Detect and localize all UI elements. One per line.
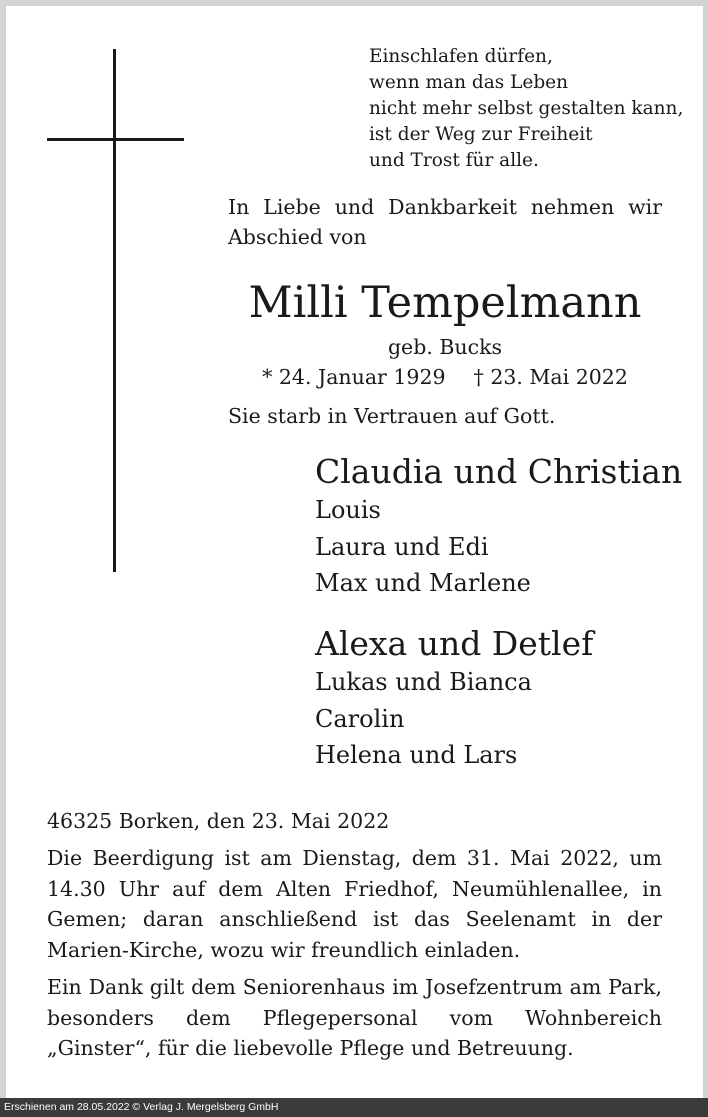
family-member: Carolin [315,704,405,733]
birth-name: geb. Bucks [387,335,503,359]
family-group [315,624,593,774]
poem [369,44,683,174]
obituary-notice [6,6,703,1098]
poem-line: und Trost für alle. [369,150,539,171]
thanks-text: Ein Dank gilt dem Seniorenhaus im Josefzentrum am Park, besonders dem Pflegepersonal vom Wohnbereich „Ginster“, für die liebevolle Pflege und Betreuung. [47,975,662,1060]
poem-line: nicht mehr selbst gestalten kann, [369,98,684,119]
family-member: Helena und Lars [315,741,518,769]
death-date: † 23. Mai 2022 [473,365,628,389]
cross-horizontal-bar [47,138,184,141]
intro-text: In Liebe und Dankbarkeit nehmen wir Abschied von [228,195,662,249]
life-dates [228,364,662,390]
poem-line: wenn man das Leben [369,72,569,93]
family-head: Alexa und Detlef [315,624,594,663]
faith-line: Sie starb in Vertrauen auf Gott. [228,404,556,428]
cross-vertical-bar [113,49,116,572]
family-member: Max und Marlene [315,569,531,597]
publication-footer [0,1098,708,1117]
family-member: Lukas und Bianca [315,668,532,696]
birth-date: * 24. Januar 1929 [262,365,446,389]
footer-text: Erschienen am 28.05.2022 © Verlag J. Mergelsberg GmbH [4,1101,279,1113]
family-member: Laura und Edi [315,532,489,561]
deceased-name: Milli Tempelmann [248,278,642,328]
place-date: 46325 Borken, den 23. Mai 2022 [47,809,390,833]
funeral-text: Die Beerdigung ist am Dienstag, dem 31. Mai 2022, um 14.30 Uhr auf dem Alten Friedhof, Neumühlenallee, in Gemen; daran anschließend ist das Seelenamt in der Marien-Kirche, wozu wir freundlich einladen. [47,846,662,962]
family-head: Claudia und Christian [315,452,683,491]
poem-line: Einschlafen dürfen, [369,46,553,67]
family-member: Louis [315,496,381,524]
family-group [315,452,682,602]
poem-line: ist der Weg zur Freiheit [369,124,593,145]
